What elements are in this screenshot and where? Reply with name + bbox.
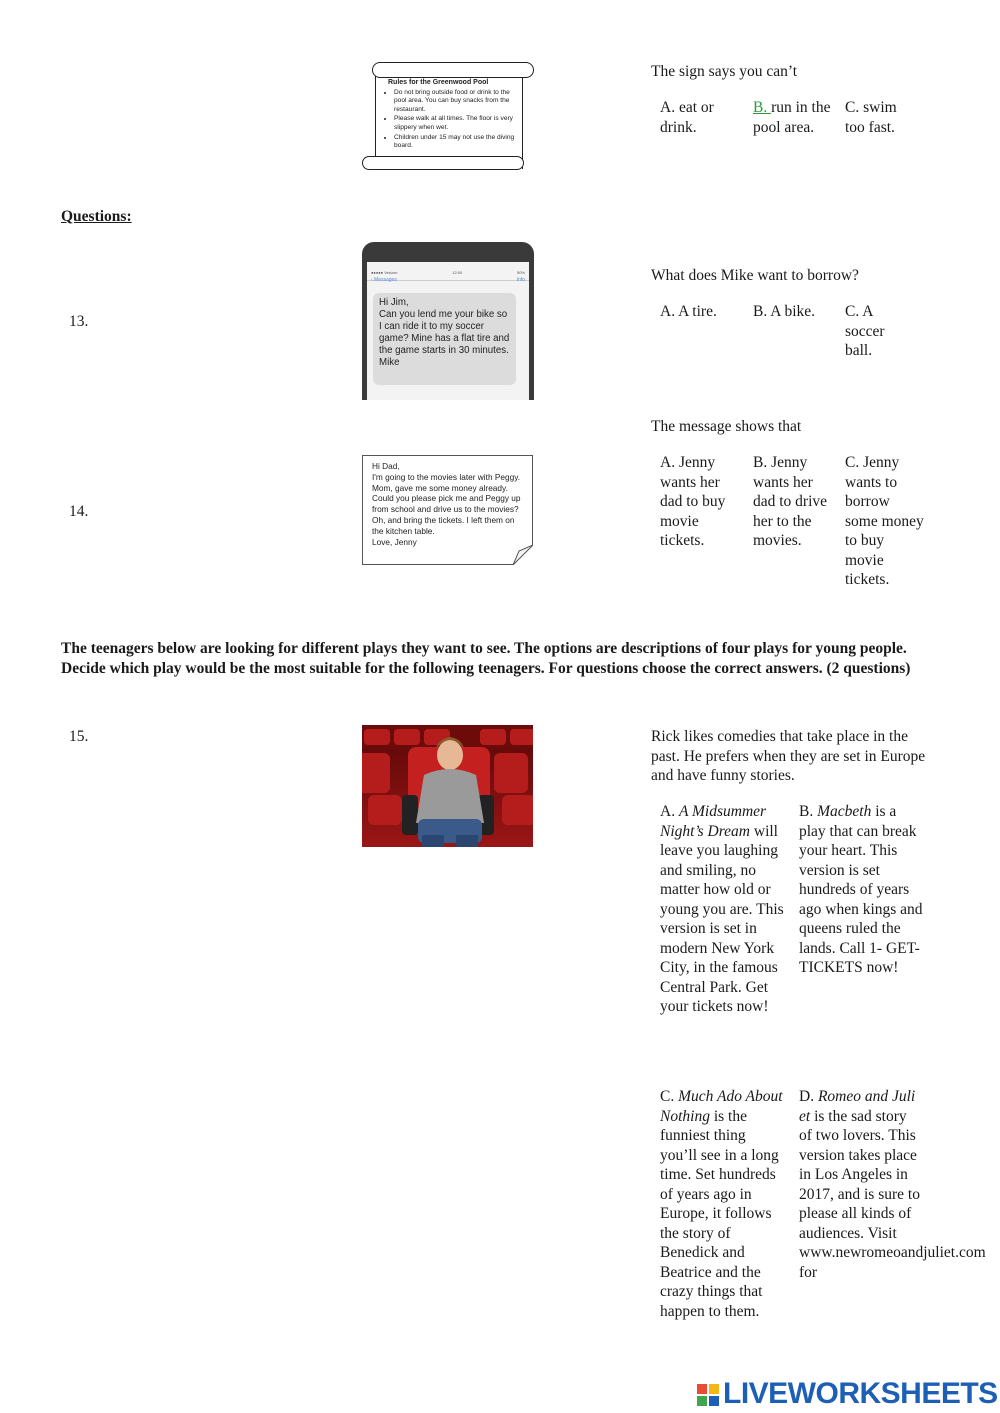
sign-rule: • Children under 15 may not use the diving board. [394,134,524,151]
option-d-title: Romeo and Juliet [799,1088,916,1125]
option-d-text: is the sad story of two lovers. This version takes place in Los Angeles in 2017, and is sure to please all kinds of audiences. Visit www.newromeoandjuliet.com for [799,1107,986,1281]
q14-number: 14. [69,503,89,520]
liveworksheets-logo-icon [697,1382,721,1406]
phone-carrier: ●●●●● Verizon [371,270,398,275]
sign-rule: • Do not bring outside food or drink to the pool area. You can buy snacks from the restaurant. [394,89,524,115]
teenager-photo [362,725,533,847]
option-a-text: will leave you laughing and smiling, no matter how old or young you are. This version is set in modern New York City, in the famous Central Park. Get your tickets now! [660,822,784,1015]
q15-number: 15. [69,728,89,745]
q15-option-d[interactable] [799,1087,986,1282]
phone-message [362,242,534,400]
q14-option-a[interactable]: A. Jenny wants her dad to buy movie tickets. [660,454,726,549]
option-a-title: A Midsummer Night’s Dream [660,803,767,840]
q14-option-c[interactable]: C. Jenny wants to borrow some money to buy movie tickets. [845,454,924,588]
phone-battery: 50% [516,270,525,275]
page-curl-icon [513,545,533,565]
q12-option-b-text: run in the pool area. [753,99,831,136]
questions-heading: Questions: [61,208,132,225]
q15-option-a[interactable] [660,802,786,1017]
q13-number: 13. [69,313,89,330]
option-c-title: Much Ado About Nothing [660,1088,783,1125]
liveworksheets-logo [697,1379,998,1409]
message-bubble: Hi Jim, Can you lend me your bike so I can ride it to my soccer game? Mine has a flat tire and the game starts in 30 minutes. Mike [373,293,516,385]
phone-info-link: Info [516,277,525,283]
q15-question: Rick likes comedies that take place in the past. He prefers when they are set in Europe and have funny stories. [651,728,926,784]
phone-time: 12:00 [452,270,463,275]
option-b-text: is a play that can break your heart. This version is set hundreds of years ago when kings and queens ruled the lands. Call 1- GET-TICKETS now! [799,803,923,976]
q12-option-b[interactable] [753,98,831,137]
section-instructions: The teenagers below are looking for different plays they want to see. The options are descriptions of four plays for young people. Decide which play would be the most suitable for the following teenagers. For questions choose the correct answers. (2 questions) [61,640,911,677]
q15-option-b[interactable] [799,802,923,978]
q13-question: What does Mike want to borrow? [651,267,859,284]
note-text: Hi Dad, I'm going to the movies later with Peggy. Mom, gave me some money already. Could you please pick me and Peggy up from school and drive us to the movies? Oh, and bring the tickets. I left them on the kitchen table. Love, Jenny [372,461,521,547]
q14-question: The message shows that [651,418,802,435]
q14-option-b[interactable]: B. Jenny wants her dad to drive her to the movies. [753,454,828,549]
q15-option-c[interactable] [660,1087,786,1321]
q12-option-a[interactable]: A. eat or drink. [660,99,714,136]
scroll-bottom-roll [362,156,524,170]
note-message [362,455,533,565]
q13-option-c[interactable]: C. A soccer ball. [845,303,885,359]
option-b-prefix: B. [799,803,818,820]
q12-option-c[interactable]: C. swim too fast. [845,99,897,136]
option-c-prefix: C. [660,1088,679,1105]
q13-option-a[interactable]: A. A tire. [660,303,717,320]
phone-back-link: ‹ Messages [371,277,397,283]
option-d-prefix: D. [799,1088,818,1105]
option-c-text: is the funniest thing you’ll see in a long time. Set hundreds of years ago in Europe, it follows the story of Benedick and Beatrice and the crazy things that happen to them. [660,1107,779,1320]
q12-question: The sign says you can’t [651,63,798,80]
sign-rule: • Please walk at all times. The floor is very slippery when wet. [394,115,524,132]
pool-rules-sign [362,62,534,170]
option-b-title: Macbeth [817,803,872,820]
option-a-prefix: A. [660,803,679,820]
scroll-top-roll [372,62,534,78]
sign-title: Rules for the Greenwood Pool [388,79,489,86]
q12-option-b-letter: B. [753,99,772,116]
liveworksheets-logo-text: LIVEWORKSHEETS [723,1377,998,1411]
q13-option-b[interactable]: B. A bike. [753,303,816,320]
